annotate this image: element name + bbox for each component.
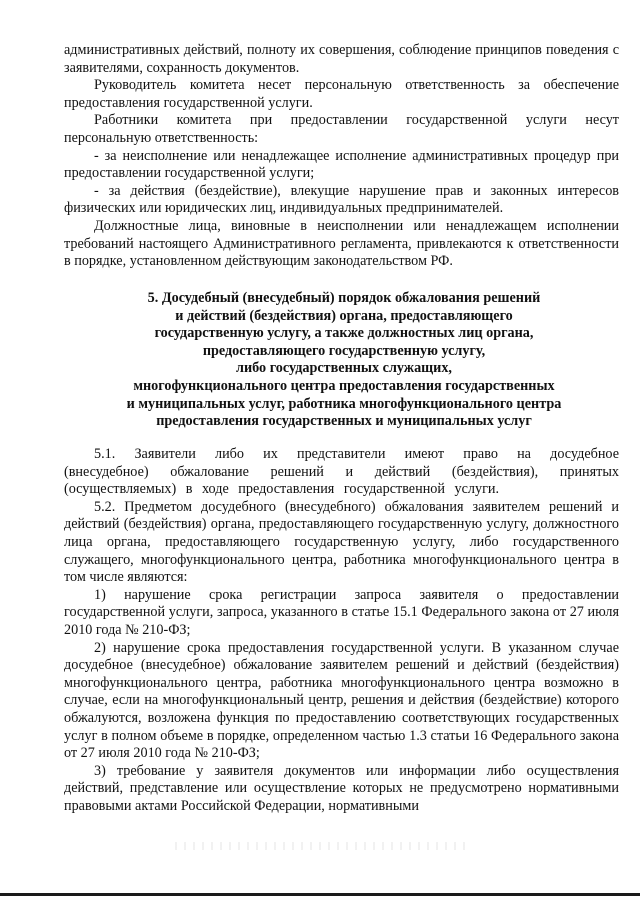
section-heading-line: и муниципальных услуг, работника многофункционального центра (126, 395, 562, 412)
section-heading-line: предоставления государственных и муниципальных услуг (156, 413, 532, 430)
paragraph-5-2: 5.2. Предметом досудебного (внесудебного) обжалования заявителем решений и действий (бездействия) органа, предоставляющего государственную услугу, должностного лица органа, предоставляющего государственную услугу, либо государственного служащего, многофункционального центра, работника многофункционального центра в том числе являются: (64, 498, 619, 586)
paragraph-5-1: 5.1. Заявители либо их представители имеют право на досудебное (внесудебное) обжалование решений и действий (бездействия), принятых (осуществляемых) в ходе предоставления государственной услуги. (64, 446, 619, 498)
section-heading-line: предоставляющего государственную услугу, (202, 342, 486, 359)
section-heading-line: и действий (бездействия) органа, предоставляющего (175, 307, 513, 324)
list-item-actions: - за действия (бездействие), влекущие нарушение прав и законных интересов физических или юридических лиц, индивидуальных предпринимателей. (64, 182, 619, 217)
section-heading (64, 290, 624, 431)
body-text-bottom (64, 446, 619, 815)
list-item-1: 1) нарушение срока регистрации запроса заявителя о предоставлении государственной услуги, запроса, указанного в статье 15.1 Федерального закона от 27 июля 2010 года № 210-ФЗ; (64, 586, 619, 638)
paragraph-head-responsibility: Руководитель комитета несет персональную ответственность за обеспечение предоставления государственной услуги. (64, 77, 619, 111)
section-heading-line: государственную услугу, а также должностных лиц органа, (154, 325, 534, 342)
scan-artifact (175, 842, 465, 850)
section-heading-line: многофункционального центра предоставления государственных (133, 377, 555, 394)
paragraph-continuation: административных действий, полноту их совершения, соблюдение принципов поведения с заявителями, сохранность документов. (64, 42, 619, 76)
section-heading-line: 5. Досудебный (внесудебный) порядок обжалования решений (147, 290, 541, 306)
page-bottom-edge (0, 893, 640, 896)
list-item-3: 3) требование у заявителя документов или информации либо осуществления действий, представление или осуществление которых не предусмотрено нормативными правовыми актами Российской Федерации, нормативными (64, 762, 619, 814)
paragraph-staff-responsibility: Работники комитета при предоставлении государственной услуги несут персональную ответственность: (64, 112, 619, 146)
body-text-top (64, 42, 619, 271)
list-item-nonperformance: - за неисполнение или ненадлежащее исполнение административных процедур при предоставлении государственной услуги; (64, 147, 619, 182)
section-heading-line: либо государственных служащих, (236, 360, 452, 377)
paragraph-officials-liability: Должностные лица, виновные в неисполнении или ненадлежащем исполнении требований настоящего Административного регламента, привлекаются к ответственности в порядке, установленном действующим законодательством РФ. (64, 217, 619, 270)
list-item-2: 2) нарушение срока предоставления государственной услуги. В указанном случае досудебное (внесудебное) обжалование заявителем решений и действий (бездействия) многофункционального центра, работника многофункционального центра возможно в случае, если на многофункциональный центр, решения и действия (бездействие) которого обжалуются, возложена функция по предоставлению соответствующих государственных услуг в полном объеме в порядке, определенном частью 1.3 статьи 16 Федерального закона от 27 июля 2010 года № 210-ФЗ; (64, 639, 619, 762)
